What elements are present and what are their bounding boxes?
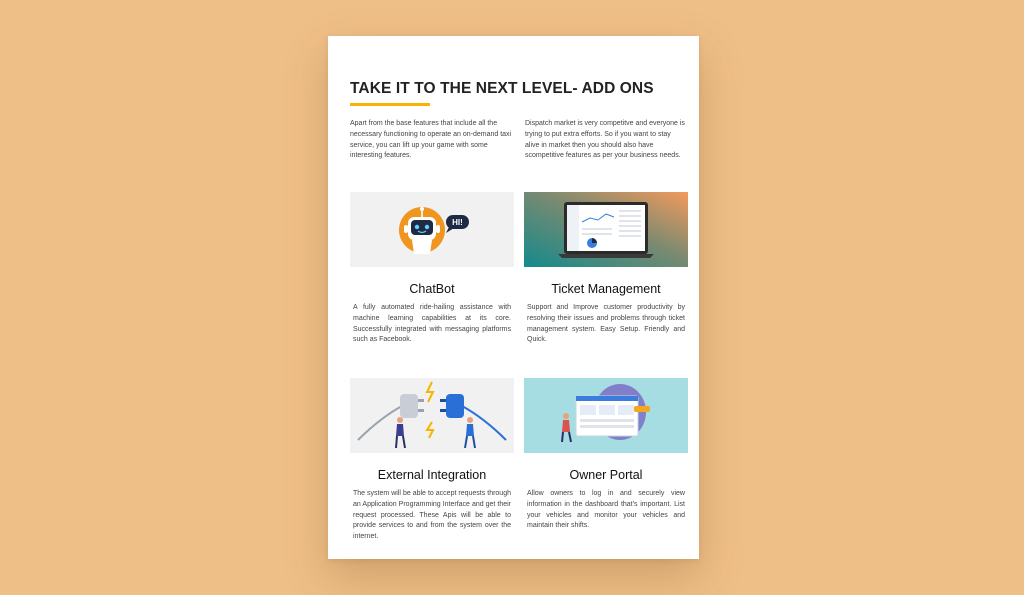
chatbot-title: ChatBot bbox=[409, 282, 455, 296]
ticket-management-title: Ticket Management bbox=[551, 282, 661, 296]
chatbot-description: A fully automated ride-hailing assistance with machine learning capabilities at its core. Successfully integrated with messaging platforms such as Facebook. bbox=[353, 304, 511, 344]
external-integration-description: The system will be able to accept requests through an Application Programming Interface and get their request processed. These Apis will be able to provide services to and from the system over the internet. bbox=[353, 490, 511, 541]
external-integration-title: External Integration bbox=[377, 468, 487, 482]
brochure-page bbox=[328, 36, 699, 559]
chatbot-bubble-text: HI! bbox=[452, 218, 463, 227]
owner-portal-title: Owner Portal bbox=[569, 468, 643, 482]
title-underline bbox=[350, 103, 430, 106]
chatbot-illustration bbox=[350, 192, 514, 267]
page-title: TAKE IT TO THE NEXT LEVEL- ADD ONS bbox=[350, 80, 654, 97]
owner-portal-description: Allow owners to log in and securely view information in the dashboard that's important. List your vehicles and monitor your vehicles and maintain their shifts. bbox=[527, 490, 685, 530]
ticket-management-illustration bbox=[524, 192, 688, 267]
intro-right-text: Dispatch market is very competitve and everyone is trying to put extra efforts. So if you want to stay alive in market then you should also have scompetitive features as per your business needs. bbox=[525, 120, 685, 160]
external-integration-illustration bbox=[350, 378, 514, 453]
ticket-management-description: Support and Improve customer productivity by resolving their issues and problems through ticket management system. Easy Setup. Friendly and Quick. bbox=[527, 304, 685, 344]
owner-portal-illustration bbox=[524, 378, 688, 453]
intro-left-text: Apart from the base features that include all the necessary functioning to operate an on-demand taxi service, you can lift up your game with some interesting features. bbox=[350, 120, 512, 160]
